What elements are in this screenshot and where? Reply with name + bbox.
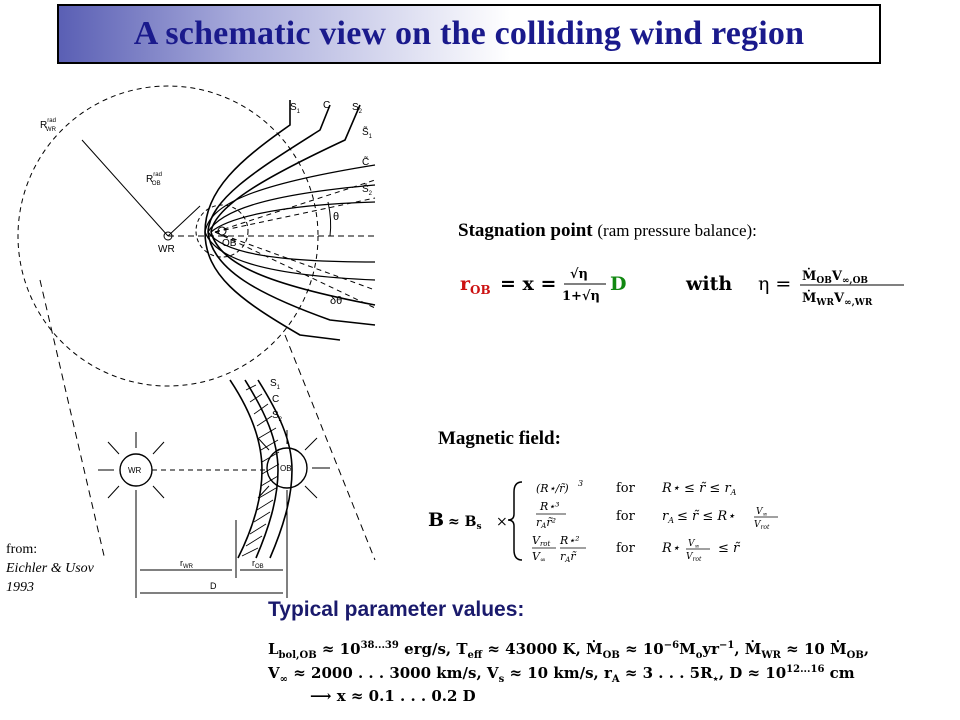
label-s1-lower: $S_1$ (270, 378, 281, 391)
eq2-cond-2: $r_A$ ≤ r̃ ≤ R⋆ (662, 509, 736, 525)
eq2-cond-1: R⋆ ≤ r̃ ≤ $r_A$ (662, 481, 737, 497)
svg-text:Vrot: Vrot (532, 534, 551, 548)
svg-text:V∞: $V_\infty$ (688, 539, 700, 550)
label-dtheta: δθ (330, 295, 343, 307)
eq2-times: × (496, 514, 508, 530)
label-c: C (323, 100, 331, 111)
eq1-top: $Ṁ_{OB}V_{\infty,OB}$ (802, 269, 869, 286)
eq1-eta: η = (758, 273, 792, 295)
eq1-den: 1+√η (562, 289, 600, 304)
credit-from: from: (6, 542, 38, 557)
label-r-wr: $R^{rad}$ WR (40, 118, 56, 133)
eq2-for-3: for (616, 541, 635, 556)
magnetic-heading: Magnetic field: (438, 428, 561, 449)
label-r-ob-dim: $r_{OB}$ (252, 558, 264, 570)
label-s2: $S_2$ (352, 102, 363, 115)
svg-text:R⋆²: R⋆² (560, 534, 580, 547)
label-ob-lower: OB (280, 464, 292, 473)
label-wr: WR (158, 244, 175, 255)
label-s2-lower: $S_2$ (272, 410, 283, 423)
eq1-with: with (686, 273, 733, 295)
eq2-approx: ≈ $B_s$ (448, 514, 482, 532)
eq1-r-ob: $r_{OB}$ (460, 273, 491, 297)
eq2-cond-3: R⋆ (662, 541, 680, 556)
svg-text:Vrot: $V_{rot}$ (754, 520, 770, 531)
colliding-wind-diagram (0, 80, 400, 610)
stagnation-heading (458, 220, 757, 242)
typical-line-1: $L_{bol,OB} \approx 10^{38...39}$ erg/s, $T_{eff} \approx 43000$ K, Ṁ$_{OB}$ ≈ $10^{-6}M_oyr^{-1}$, Ṁ$_{WR}$ ≈ 10 Ṁ$_{OB}$, (268, 640, 870, 661)
title-banner (57, 4, 881, 64)
label-c-lower: C (272, 394, 280, 405)
source-credit (6, 540, 94, 597)
svg-text:rAr̃: rAr̃ (560, 550, 576, 564)
svg-text:V∞: V∞ (532, 550, 546, 564)
label-s1-tilde: $S̃_1$ (362, 127, 373, 140)
svg-text:(R⋆/r̃): (R⋆/r̃) (536, 482, 569, 495)
eq1-d: D (610, 273, 627, 295)
svg-text:rAr̃²: rAr̃² (536, 516, 556, 530)
magnetic-equation (426, 470, 806, 570)
eq2-for-2: for (616, 509, 635, 524)
eq2-b: B (428, 509, 445, 531)
stagnation-paren: (ram pressure balance): (597, 221, 757, 240)
label-ob: OB (222, 238, 237, 249)
credit-year: 1993 (6, 580, 34, 595)
label-s1: $S_1$ (290, 102, 301, 115)
label-r-wr-dim: $r_{WR}$ (180, 558, 193, 570)
eq1-eq-x: = x = (500, 273, 557, 295)
label-d-dim: D (210, 581, 217, 591)
eq2-cond-3b: ≤ r̃ (718, 541, 740, 556)
typical-line-3: ⟶ x ≈ 0.1 . . . 0.2 D (310, 687, 476, 705)
svg-text:V∞: $V_\infty$ (756, 507, 768, 518)
typical-line-2: $V_\infty \approx 2000$ . . . 3000 km/s, $V_s \approx 10$ km/s, $r_A \approx 3$ . . . $5R_⋆$, $D \approx 10^{12...16}$ cm (268, 664, 855, 685)
svg-text:R⋆³: R⋆³ (540, 500, 560, 513)
page-title: A schematic view on the colliding wind region (133, 15, 805, 52)
eq1-num: √η (570, 267, 588, 282)
label-wr-lower: WR (128, 466, 142, 475)
typical-heading: Typical parameter values: (268, 598, 525, 621)
label-c-tilde: C̃ (362, 157, 370, 168)
svg-text:Vrot: $V_{rot}$ (686, 552, 702, 563)
label-r-ob: $R^{rad}$ OB (146, 172, 162, 187)
label-s2-tilde: $S̃_2$ (362, 184, 373, 197)
credit-authors: Eichler & Usov (6, 561, 94, 576)
label-theta: θ (333, 211, 340, 223)
stagnation-equation (458, 256, 918, 316)
svg-text:3: 3 (578, 479, 584, 488)
stagnation-bold: Stagnation point (458, 220, 593, 241)
eq2-for-1: for (616, 481, 635, 496)
eq1-bot: $Ṁ_{WR}V_{\infty,WR}$ (802, 291, 873, 308)
